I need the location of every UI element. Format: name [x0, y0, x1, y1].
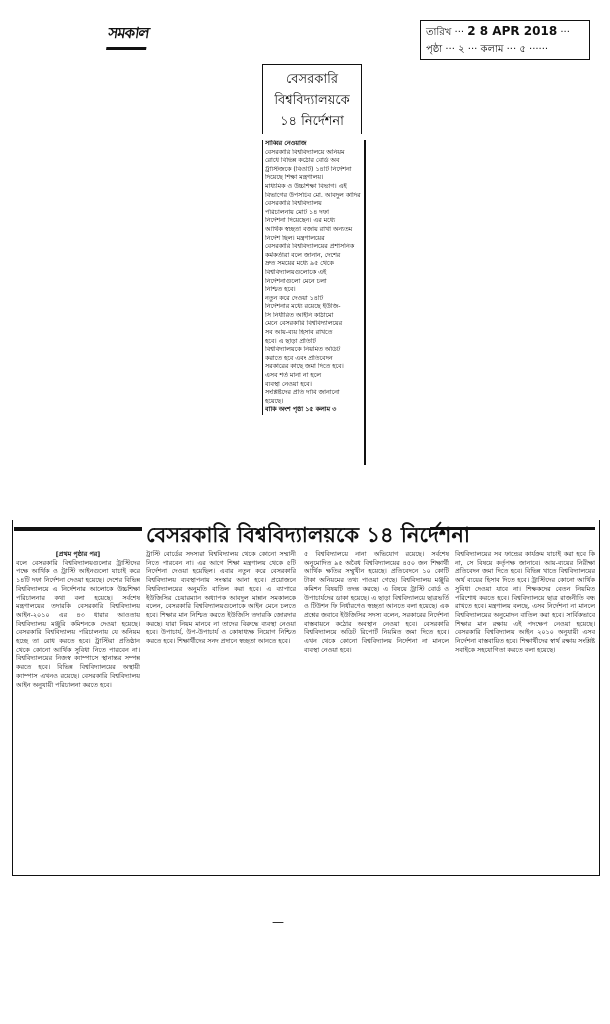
body-line: ব্যবস্থা নেওয়া হবে।: [265, 380, 312, 388]
date-label: তারিখ: [426, 27, 452, 38]
article-column-1: [16, 550, 140, 870]
body-line: সরকারের কাছে জমা দিতে হবে।: [265, 363, 344, 371]
newspaper-logo: সমকাল: [106, 22, 150, 50]
page-label: পৃষ্ঠা: [426, 44, 443, 55]
body-line: কর্মকর্তারা বলে জানান, দেশের: [265, 251, 341, 259]
front-article-body: [262, 140, 365, 415]
body-line: দ্রুত সময়ের মধ্যে ৯৫ থেকে: [265, 260, 334, 268]
body-line: দিয়েছে শিক্ষা মন্ত্রণালয়।: [265, 174, 324, 182]
body-line: পরিচালনায় মোট ১৪ দফা: [265, 208, 329, 216]
scan-mark: —: [272, 915, 284, 929]
body-line: নতুন করে দেওয়া ১৪টি: [265, 294, 324, 302]
body-line: সি নির্ধারিত আইনি কাঠামো: [265, 311, 334, 319]
body-line: সংশ্লিষ্টদের প্রতি দাবি জানানো: [265, 389, 340, 397]
headline-line: ১৪ নির্দেশনা: [280, 114, 344, 129]
body-line: সব আয়-ব্যয় হিসাব রাখতে: [265, 329, 333, 337]
body-line: নিশ্চিত হবে।: [265, 286, 296, 294]
front-headline: [262, 64, 362, 134]
column-text: বলে বেসরকারি বিশ্ববিদ্যালয়গুলোর ট্রাস্টিদের পক্ষে আর্থিক ও ট্রাস্টি আইনগুলো যাচাই করে ১৪টি দফা নির্দেশনা দেওয়া হয়েছে। দেশের বিভিন্ন বিশ্ববিদ্যালয়ে এ নির্দেশনার আলোকে উচ্চশিক্ষা পরিচালনার কথা বলা হয়েছে। সর্বশেষ মন্ত্রণালয়ের তদারকি বেসরকারি বিশ্ববিদ্যালয় আইন-২০১০ এর ৪৩ ধারার আওতায় বিশ্ববিদ্যালয় মঞ্জুরি কমিশনকে দেওয়া হয়েছে। বেসরকারি বিশ্ববিদ্যালয় পরিচালনায় যে অনিয়ম হচ্ছে তা রোধ করতে হবে। ট্রাস্টিরা প্রতিষ্ঠান থেকে কোনো আর্থিক সুবিধা নিতে পারবেন না। বিশ্ববিদ্যালয়ের নিজস্ব ক্যাম্পাসে স্থানান্তর সম্পন্ন করতে হবে। বিভিন্ন বিশ্ববিদ্যালয়ের অস্থায়ী ক্যাম্পাস এখনও রয়েছে। বেসরকারি বিশ্ববিদ্যালয় আইন অনুযায়ী পরিচালনা করতে হবে।: [16, 558, 140, 689]
article-column-2: [146, 550, 296, 860]
column-label: কলাম: [480, 44, 504, 55]
headline-line: বেসরকারি: [286, 72, 338, 87]
continued-from: [প্রথম পৃষ্ঠার পর]: [55, 550, 101, 558]
body-line: মেনে বেসরকারি বিশ্ববিদ্যালয়ের: [265, 320, 343, 328]
body-line: নির্দেশ ছিল। মন্ত্রণালয়ের: [265, 234, 325, 242]
date-stamp: তারিখ ··· 2 8 APR 2018 ··· পৃষ্ঠা ··· ২ ··· কলাম ··· ৫ ······: [420, 20, 590, 60]
body-line: বেসরকারি বিশ্ববিদ্যালয়ের প্রশাসনিক: [265, 243, 355, 251]
column-text: ৫ বিশ্ববিদ্যালয়ে নানা অভিযোগ রয়েছে। সর্বশেষ অনুমোদিত ৯৫ অবৈধ বিশ্ববিদ্যালয়ের ৪৫০ জন শিক্ষার্থী আর্থিক ক্ষতির সম্মুখীন হয়েছে। প্রতিবেদনে ১০ কোটি টাকা অনিয়মের তথ্য পাওয়া গেছে। বিশ্ববিদ্যালয় মঞ্জুরি কমিশন বিষয়টি তদন্ত করছে। এ বিষয়ে ট্রাস্টি বোর্ড ও উপাচার্যদের ডাকা হয়েছে। এ ছাড়া বিশ্ববিদ্যালয়ে ছাত্রভর্তি ও টিউশন ফি নির্ধারণেও স্বচ্ছতা আনতে বলা হয়েছে। এক প্রশ্নের জবাবে ইউজিসির সদস্য বলেন, সরকারের নির্দেশনা বাস্তবায়নে কঠোর অবস্থান নেওয়া হবে। বেসরকারি বিশ্ববিদ্যালয়ে অডিট রিপোর্ট নিয়মিত জমা দিতে হবে। এখন থেকে কোনো বিশ্ববিদ্যালয় নির্দেশনা না মানলে ব্যবস্থা নেওয়া হবে।: [304, 550, 449, 654]
body-line: বেসরকারি বিশ্ববিদ্যালয়: [265, 200, 322, 208]
column-value: ৫: [519, 44, 526, 55]
body-line: আর্থিক স্বচ্ছতা বজায় রাখা অন্যতম: [265, 225, 353, 233]
body-line: এসব শর্ত মানা না হলে: [265, 372, 321, 380]
body-line: নির্দেশনাগুলো মেনে চলা: [265, 277, 327, 285]
body-line: নির্দেশনা দিয়েছেন। এর মধ্যে: [265, 217, 336, 225]
body-line: বেসরকারি বিশ্ববিদ্যালয়ে অনিয়ম: [265, 148, 345, 156]
rule-left: [14, 527, 142, 531]
column-rule: [364, 140, 366, 465]
article-column-4: [455, 550, 595, 865]
body-line: নির্দেশনার মধ্যে রয়েছে ইউজি-: [265, 303, 341, 311]
body-line: করাতে হবে এবং প্রতিবেদন: [265, 354, 333, 362]
page-value: ২: [458, 44, 465, 55]
byline: সাব্বির নেওয়াজ: [265, 140, 307, 147]
article-headline: বেসরকারি বিশ্ববিদ্যালয়কে ১৪ নির্দেশনা: [146, 523, 470, 547]
body-line: ট্রাস্টিজকে (বিওটি) ১৪টি নির্দেশনা: [265, 165, 352, 173]
article-column-3: [304, 550, 449, 850]
body-line: হয়েছে।: [265, 397, 284, 405]
headline-line: বিশ্ববিদ্যালয়কে: [274, 93, 350, 108]
column-text: বিশ্ববিদ্যালয়ের সব ফান্ডের কার্যক্রম যাচাই করা হবে কি না, সে বিষয়ে কর্তৃপক্ষ জানাবে। আয়-ব্যয়ের নিরীক্ষা প্রতিবেদন জমা দিতে হবে। বিভিন্ন খাতে বিশ্ববিদ্যালয়ের অর্থ ব্যয়ের হিসাব দিতে হবে। ট্রাস্টিদের কোনো আর্থিক সুবিধা দেওয়া যাবে না। শিক্ষকদের বেতন নিয়মিত পরিশোধ করতে হবে। বিশ্ববিদ্যালয়ে ছাত্র রাজনীতি বন্ধ রাখতে হবে। মন্ত্রণালয় বলছে, এসব নির্দেশনা না মানলে বিশ্ববিদ্যালয়ের অনুমোদন বাতিল করা হবে। সার্বিকভাবে শিক্ষার মান রক্ষায় এই পদক্ষেপ নেওয়া হয়েছে। বেসরকারি বিশ্ববিদ্যালয় আইন ২০১০ অনুযায়ী এসব নির্দেশনা বাস্তবায়িত হবে। শিক্ষার্থীদের স্বার্থ রক্ষায় সংশ্লিষ্ট সবাইকে সহযোগিতা করতে বলা হয়েছে।: [455, 550, 595, 654]
body-line: রোধে বিভিন্ন কঠোর বোর্ড অব: [265, 157, 340, 165]
body-line: বিশ্ববিদ্যালয়কে নিয়মিত অডিট: [265, 346, 341, 354]
column-text: ট্রাস্টি বোর্ডের সদস্যরা বিশ্ববিদ্যালয় থেকে কোনো সম্মানী নিতে পারবেন না। এর আগে শিক্ষা মন্ত্রণালয় থেকে ৫টি নির্দেশনা দেওয়া হয়েছিল। এবার নতুন করে বেসরকারি বিশ্ববিদ্যালয় ব্যবস্থাপনায় সংস্কার আনা হবে। প্রয়োজনে বিশ্ববিদ্যালয়ের অনুমতি বাতিল করা হবে। এ ব্যাপারে ইউজিসির চেয়ারম্যান অধ্যাপক আবদুল মান্নান সমকালকে বলেন, বেসরকারি বিশ্ববিদ্যালয়গুলোকে আইন মেনে চলতে হবে। শিক্ষার মান নিশ্চিত করতে ইউজিসি তদারকি জোরদার করছে। যারা নিয়ম মানবে না তাদের বিরুদ্ধে ব্যবস্থা নেওয়া হবে। উপাচার্য, উপ-উপাচার্য ও কোষাধ্যক্ষ নিয়োগ নিশ্চিত করতে হবে। শিক্ষার্থীদের সনদ প্রদানে স্বচ্ছতা আনতে হবে।: [146, 550, 296, 646]
body-line: বিশ্ববিদ্যালয়গুলোকে এই: [265, 268, 327, 276]
body-line: মাধ্যমিক ও উচ্চশিক্ষা বিভাগ। এই: [265, 182, 347, 190]
body-line: হবে। এ ছাড়া প্রতিটি: [265, 337, 316, 345]
date-value: 2 8 APR 2018: [467, 24, 558, 38]
continuation-note: বাকি অংশ পৃষ্ঠা ১৫ কলাম ৩: [265, 406, 337, 414]
body-line: বিভাগের উপসচিব মো. আবদুল কাদির: [265, 191, 361, 199]
